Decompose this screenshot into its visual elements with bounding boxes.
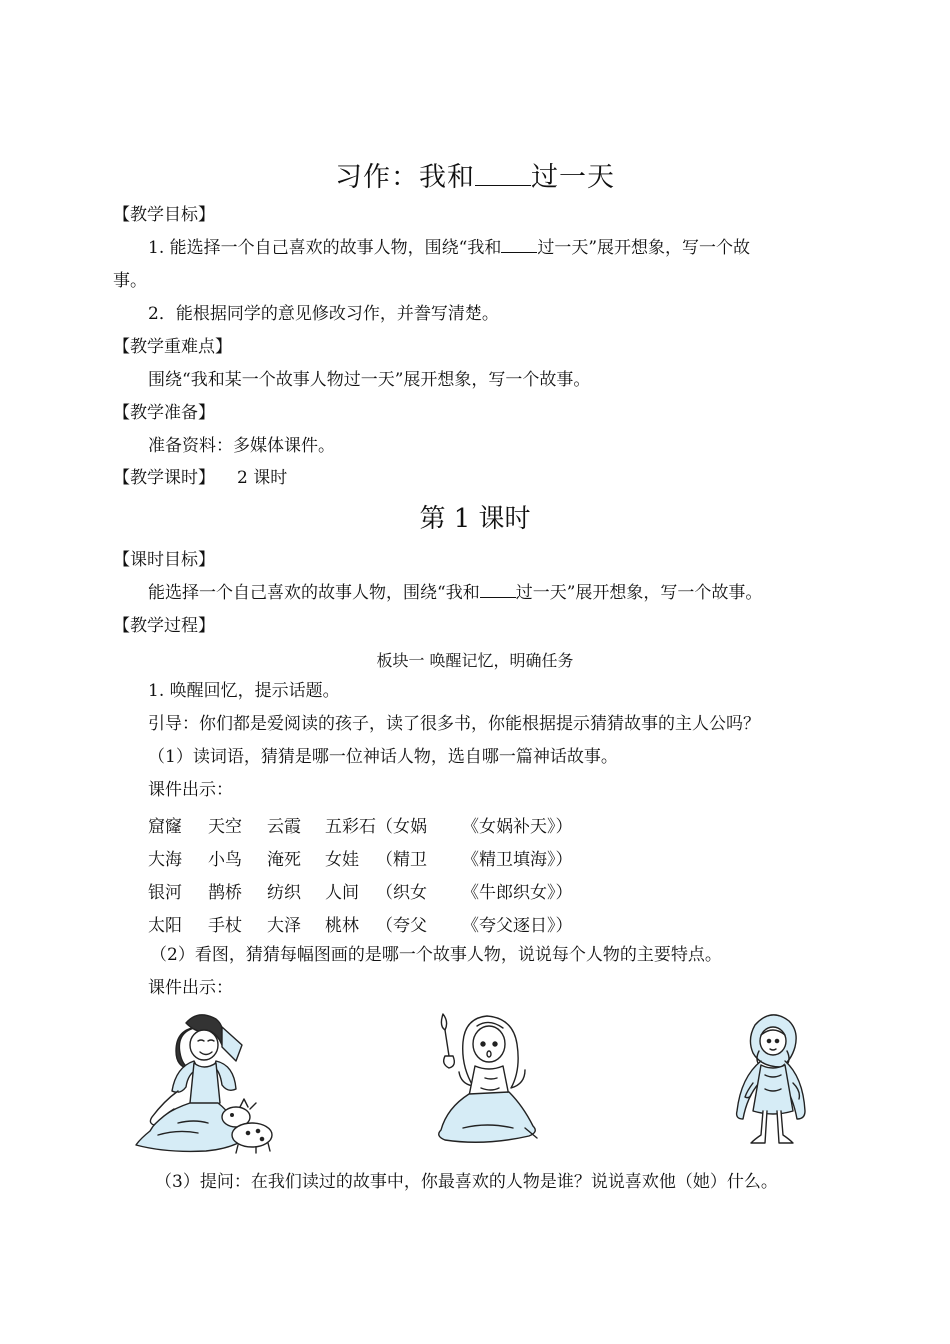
lesson-goal-text: 能选择一个自己喜欢的故事人物，围绕“我和 过一天”展开想象，写一个故事。 — [148, 583, 763, 603]
process-heading: 【教学过程】 — [113, 616, 215, 636]
step-1: 1. 唤醒回忆，提示话题。 — [148, 681, 340, 701]
preparation-heading: 【教学准备】 — [113, 403, 215, 423]
goals-item-1: 1. 能选择一个自己喜欢的故事人物，围绕“我和 过一天”展开想象，写一个故 — [148, 238, 751, 258]
key-points-text: 围绕“我和某一个故事人物过一天”展开想象，写一个故事。 — [148, 370, 591, 390]
block-1-title: 板块一 唤醒记忆，明确任务 — [376, 651, 574, 670]
goals-heading: 【教学目标】 — [113, 205, 215, 225]
show-2: 课件出示： — [148, 978, 233, 998]
document-page: 习作：我和 过一天 【教学目标】 1. 能选择一个自己喜欢的故事人物，围绕“我和 过一天”展开想象，写一个故 事。 2．能根据同学的意见修改习作，并誊写清楚。 【教学重难点】 围绕“我和某一个故事人物过一天”展开想象，写一个故事。 【教学准备】 准备资料：多媒体课件。 【教学课时】 2 课时 第 1 课时 【课时目标】 能选择一个自己喜欢的故事人物，围绕“我和 过一天”展开想象，写一个故事。 【教学过程】 板块一 唤醒记忆，明确任务 1. 唤醒回忆，提示话题。 引导：你们都是爱阅读的孩子，读了很多书，你能根据提示猜猜故事的主人公吗？ （1）读词语，猜猜是哪一位神话人物，选自哪一篇神话故事。 课件出示： 窟窿 天空 云霞 五彩石 （女娲 《女娲补天》） 大海 小鸟 淹死 女娃 （精卫 《精卫填海》） 银河 鹊桥 纺织 人间 （织女 《牛郎织女》） 太阳 手杖 大泽 桃林 （夸父 《夸父逐日》） （2）看图，猜猜每幅图画的是哪一个故事人物，说说每个人物的主要特点。 课件出示： （3）提问：在我们读过的故事中，你最喜欢的人物是谁？说说喜欢他（她）什么。 — [0, 0, 950, 1344]
goals-item-1-cont: 事。 — [113, 271, 147, 291]
page-title — [0, 155, 950, 194]
match-girl-illustration — [425, 1008, 555, 1148]
question-2: （2）看图，猜猜每幅图画的是哪一个故事人物，说说每个人物的主要特点。 — [150, 945, 722, 965]
preparation-text: 准备资料：多媒体课件。 — [148, 436, 335, 456]
title-blank — [475, 163, 531, 186]
lesson-goal-heading: 【课时目标】 — [113, 550, 215, 570]
key-points-heading: 【教学重难点】 — [113, 337, 232, 357]
lesson-title: 第 1 课时 — [419, 504, 531, 534]
question-1: （1）读词语，猜猜是哪一位神话人物，选自哪一篇神话故事。 — [148, 747, 618, 767]
hours-line — [113, 467, 287, 489]
title-suffix: 过一天 — [531, 162, 615, 193]
hours-heading: 【教学课时】 — [113, 468, 215, 488]
question-3: （3）提问：在我们读过的故事中，你最喜欢的人物是谁？说说喜欢他（她）什么。 — [155, 1172, 778, 1192]
show-1: 课件出示： — [148, 780, 233, 800]
title-prefix: 习作：我和 — [335, 162, 475, 193]
guide-text: 引导：你们都是爱阅读的孩子，读了很多书，你能根据提示猜猜故事的主人公吗？ — [148, 714, 760, 734]
blank-line — [480, 583, 516, 598]
riding-hood-illustration — [725, 1005, 825, 1150]
snow-white-illustration — [128, 1005, 278, 1155]
goals-item-2: 2．能根据同学的意见修改习作，并誊写清楚。 — [148, 304, 499, 324]
blank-line — [501, 238, 537, 253]
hours-value: 2 课时 — [237, 468, 288, 488]
